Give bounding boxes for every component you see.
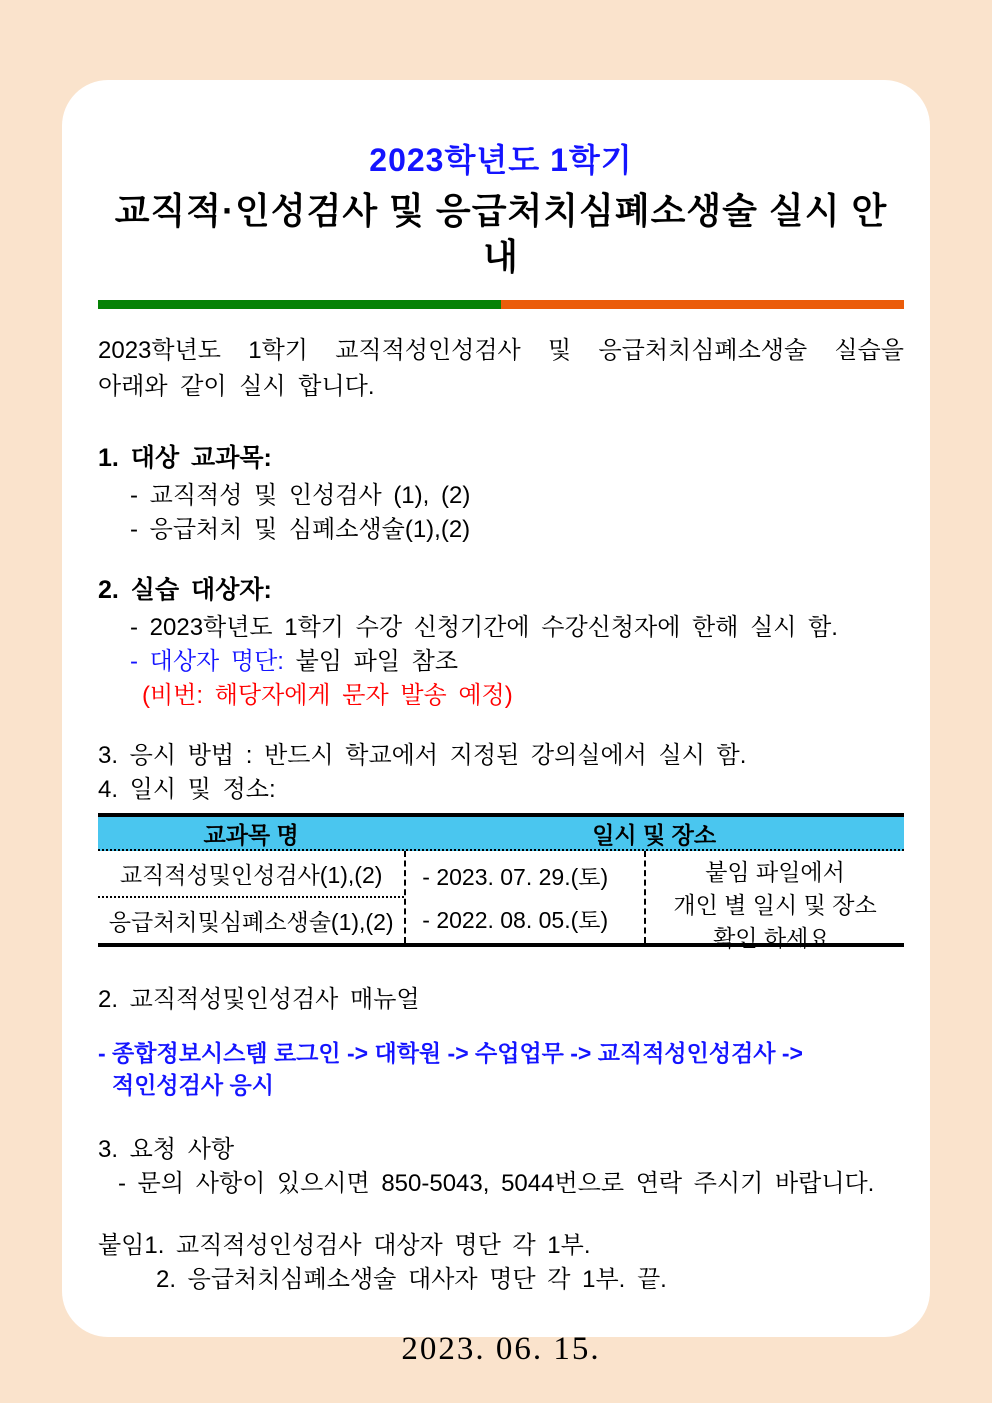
table-date-1: - 2023. 07. 29.(토)	[422, 864, 609, 890]
title-divider	[98, 300, 904, 309]
attachment-line-1: 붙임1. 교직적성인성검사 대상자 명단 각 1부.	[98, 1232, 591, 1259]
document-date: 2023. 06. 15.	[401, 1331, 601, 1367]
table-row-subject-2: 응급처치및심폐소생술(1),(2)	[108, 909, 394, 935]
table-note-line-3: 확인 하세요.	[713, 925, 837, 951]
table-subject-column	[98, 851, 404, 943]
section-2-heading: 2. 실습 대상자:	[98, 576, 272, 604]
notice-card	[62, 80, 930, 1367]
notice-content	[62, 80, 930, 1368]
section-2-item-2	[98, 645, 904, 679]
intro-paragraph	[98, 333, 904, 405]
request-heading: 3. 요청 사항	[98, 1136, 235, 1163]
section-3-heading: 3. 응시 방법 : 반드시 학교에서 지정된 강의실에서 실시 함.	[98, 742, 747, 769]
notice-title-line2: 교직적·인성검사 및 응급처치심폐소생술 실시 안내	[114, 190, 888, 277]
section-1-item: - 응급처치 및 심폐소생술(1),(2)	[130, 516, 471, 543]
section-2-item-1: - 2023학년도 1학기 수강 신청기간에 수강신청자에 한해 실시 함.	[130, 614, 838, 641]
table-note-line-1: 붙임 파일에서	[705, 859, 845, 885]
section-2-item-2-label: - 대상자 명단:	[130, 648, 284, 675]
manual-navigation	[98, 1037, 904, 1101]
attachments	[98, 1229, 904, 1297]
table-date-2: - 2022. 08. 05.(토)	[422, 907, 609, 933]
section-1-item: - 교직적성 및 인성검사 (1), (2)	[130, 482, 471, 509]
request-item: - 문의 사항이 있으시면 850-5043, 5044번으로 연락 주시기 바랍니다.	[118, 1170, 875, 1197]
notice-title-line1: 2023학년도 1학기	[369, 142, 633, 178]
section-2-items	[98, 611, 904, 713]
table-note-line-2: 개인 별 일시 및 장소	[673, 892, 877, 918]
section-1-items	[98, 479, 904, 547]
table-date-column	[404, 851, 646, 943]
table-note-column	[646, 851, 904, 951]
section-4-heading: 4. 일시 및 정소:	[98, 776, 276, 803]
schedule-table-header	[98, 817, 904, 851]
table-header-datetime: 일시 및 장소	[592, 821, 717, 848]
table-header-subject: 교과목 명	[203, 821, 299, 848]
section-2-note: (비번: 해당자에게 문자 발송 예정)	[142, 682, 513, 709]
manual-heading: 2. 교직적성및인성검사 매뉴얼	[98, 986, 420, 1013]
schedule-table-body	[98, 851, 904, 951]
intro-line-2: 아래와 같이 실시 합니다.	[98, 373, 375, 400]
section-2-item-2-text: 붙임 파일 참조	[283, 648, 459, 675]
intro-line-1: 2023학년도 1학기 교직적성인성검사 및 응급처치심폐소생술 실습을	[98, 337, 904, 364]
schedule-table	[98, 813, 904, 951]
table-row-subject-1: 교직적성및인성검사(1),(2)	[98, 851, 404, 898]
attachment-line-2: 2. 응급처치심폐소생술 대사자 명단 각 1부. 끝.	[156, 1266, 667, 1293]
section-1-heading: 1. 대상 교과목:	[98, 444, 272, 472]
manual-nav-line-1: - 종합정보시스템 로그인 -> 대학원 -> 수업업무 -> 교직적성인성검사 ->	[98, 1040, 803, 1066]
manual-nav-line-2: 적인성검사 응시	[112, 1072, 274, 1098]
